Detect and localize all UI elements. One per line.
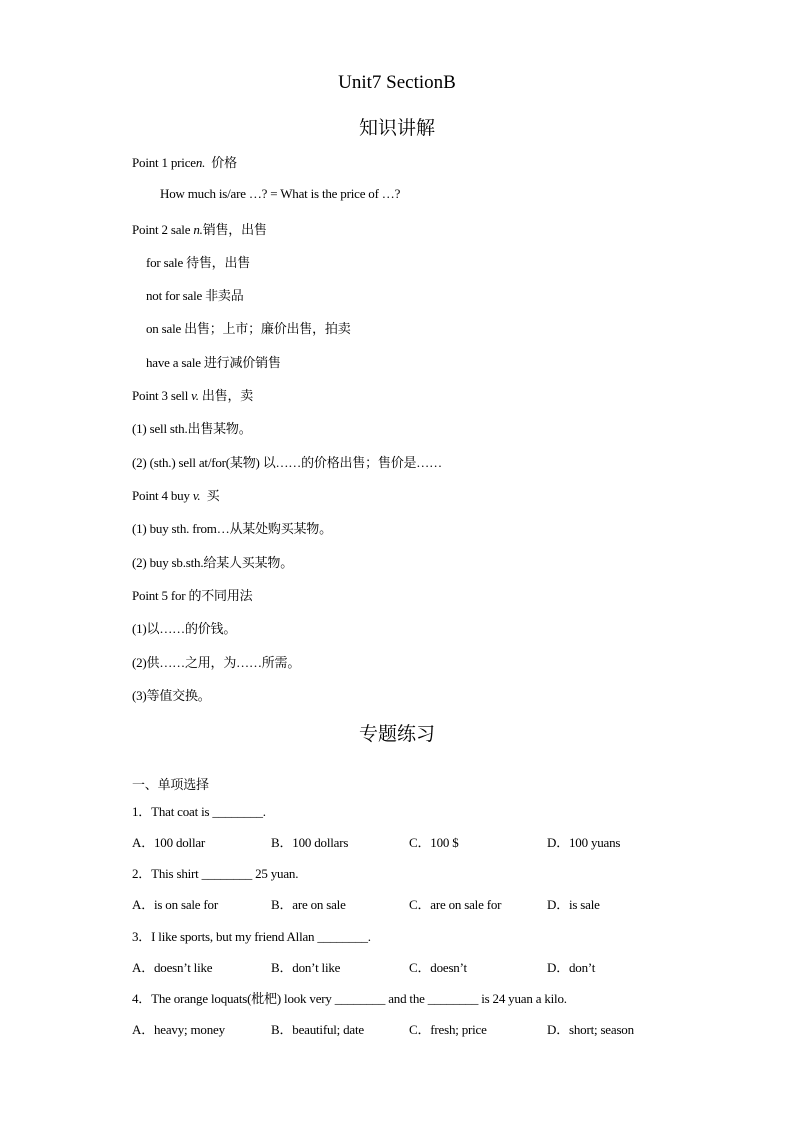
option-b: B．are on sale: [271, 897, 346, 912]
option-d: D．don’t: [547, 960, 596, 975]
question-stem: 4．The orange loquats(枇杷) look very ________ and the ________ is 24 yuan a kilo.: [132, 991, 567, 1006]
point-4-pos: v.: [192, 488, 201, 503]
exercise-part-title: 一、单项选择: [132, 777, 209, 792]
point-3-sub: (2) (sth.) sell at/for(某物) 以……的价格出售；售价是……: [132, 455, 442, 470]
point-3-head: Point 3 sell: [132, 388, 189, 403]
section-heading-practice: 专题练习: [358, 724, 435, 745]
option-b: B．100 dollars: [271, 835, 349, 850]
point-1-pos: n.: [195, 155, 206, 170]
option-c: C．fresh; price: [409, 1022, 487, 1037]
point-3: [132, 385, 253, 404]
point-5-sub: (3)等值交换。: [132, 688, 211, 703]
point-2-sub: have a sale 进行减价销售: [146, 355, 281, 370]
point-4-head: Point 4 buy: [132, 488, 190, 503]
point-2-head: Point 2 sale: [132, 222, 191, 237]
option-a: A．heavy; money: [132, 1022, 225, 1037]
option-d: D．100 yuans: [547, 835, 621, 850]
option-b: B．beautiful; date: [271, 1022, 364, 1037]
question-stem: 3．I like sports, but my friend Allan ________.: [132, 929, 371, 944]
point-4-sub: (2) buy sb.sth.给某人买某物。: [132, 555, 293, 570]
point-5-sub: (1)以……的价钱。: [132, 621, 237, 636]
option-a: A．doesn’t like: [132, 960, 213, 975]
page-title: Unit7 SectionB: [338, 72, 456, 93]
option-a: A．100 dollar: [132, 835, 206, 850]
point-4-sub: (1) buy sth. from…从某处购买某物。: [132, 521, 332, 536]
point-2-pos: n.: [193, 222, 203, 237]
point-2-meaning: 销售，出售: [202, 222, 267, 237]
section-heading-knowledge: 知识讲解: [358, 118, 435, 139]
point-3-sub: (1) sell sth.出售某物。: [132, 421, 252, 436]
point-2-sub: not for sale 非卖品: [146, 288, 244, 303]
option-c: C．are on sale for: [409, 897, 502, 912]
point-4-meaning: 买: [200, 488, 220, 503]
point-2-sub: on sale 出售；上市；廉价出售，拍卖: [146, 321, 351, 336]
point-1: [132, 152, 237, 171]
point-2-sub: for sale 待售，出售: [146, 255, 251, 270]
option-c: C．100 $: [409, 835, 459, 850]
option-d: D．short; season: [547, 1022, 634, 1037]
point-3-meaning: 出售，卖: [198, 388, 254, 403]
point-1-head: Point 1 price: [132, 155, 196, 170]
option-d: D．is sale: [547, 897, 600, 912]
point-1-sub: How much is/are …? = What is the price of …?: [160, 186, 401, 201]
question-stem: 1．That coat is ________.: [132, 804, 266, 819]
option-b: B．don’t like: [271, 960, 341, 975]
point-4: [132, 485, 219, 504]
point-1-meaning: 价格: [205, 155, 237, 170]
option-a: A．is on sale for: [132, 897, 218, 912]
question-stem: 2．This shirt ________ 25 yuan.: [132, 866, 299, 881]
point-5: Point 5 for 的不同用法: [132, 588, 253, 603]
point-3-pos: v.: [191, 388, 199, 403]
point-2: [132, 219, 267, 238]
point-5-sub: (2)供……之用，为……所需。: [132, 655, 301, 670]
option-c: C．doesn’t: [409, 960, 467, 975]
